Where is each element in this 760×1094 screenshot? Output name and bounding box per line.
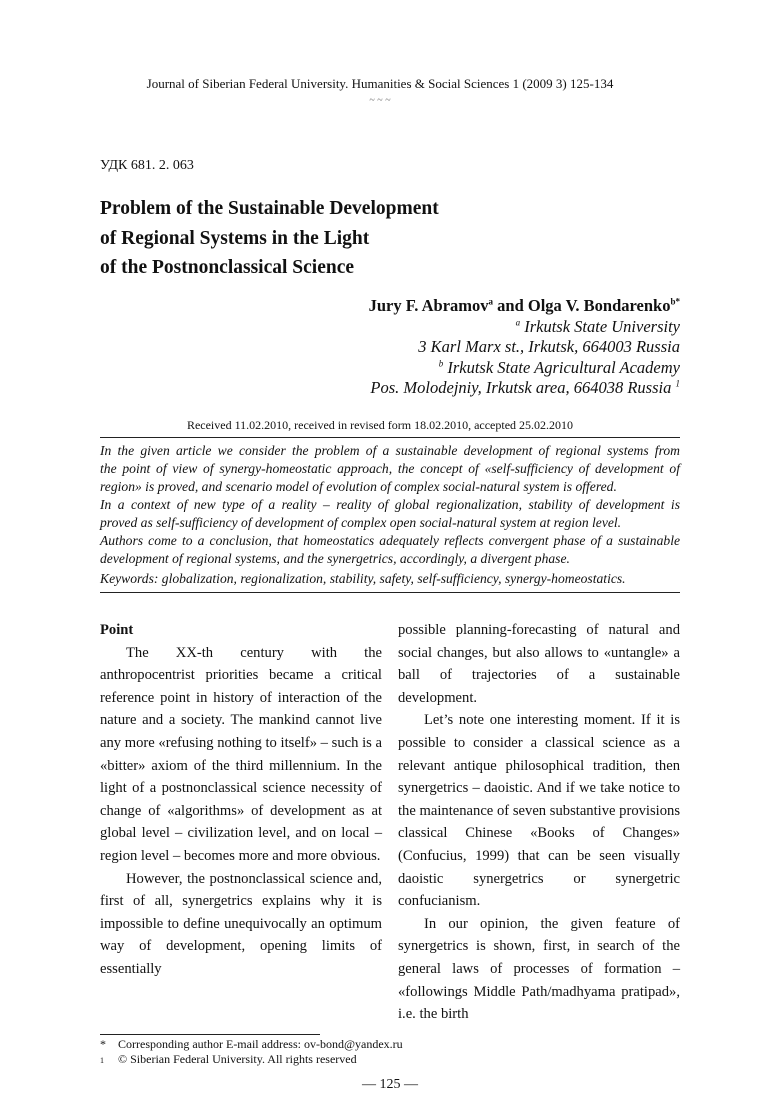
author-2: and Olga V. Bondarenko <box>493 296 671 315</box>
section-heading: Point <box>100 622 134 638</box>
affiliation <box>369 337 680 358</box>
paragraph: However, the postnonclassical science and, first of all, synergetrics explains why it is impossible to define unequivocally an optimum way of development, opening limits of essentially <box>100 870 382 977</box>
paragraph: possible planning-forecasting of natural and social changes, but also allows to «untangle» a ball of trajectories of a sustainable development. <box>398 622 680 706</box>
paragraph: Let’s note one interesting moment. If it is possible to consider a classical science as a relevant antique philosophical tradition, then synergetrics – daoistic. And if we take notice to the maintenance of seven substantive provisions classical Chinese «Books of Changes» (Confucius, 1999) that can be seen visually daoistic synergetrics or synergetric confucianism. <box>398 712 680 910</box>
article-body <box>100 619 680 1094</box>
sup: a <box>515 317 521 327</box>
abstract-line: In the given article we consider the problem of a sustainable development of regional systems from <box>100 443 680 458</box>
title-line: of Regional Systems in the Light <box>100 227 370 249</box>
footnote <box>100 1037 680 1052</box>
abstract <box>100 442 680 568</box>
abstract-line: Authors come to a conclusion, that homeostatics adequately reflects convergent phase of a sustainable <box>100 533 680 548</box>
aff-text: Irkutsk State Agricultural Academy <box>443 357 680 377</box>
affiliation <box>369 378 680 399</box>
article-title <box>100 194 439 283</box>
sup: a <box>488 296 494 307</box>
aff-text: Pos. Molodejniy, Irkutsk area, 664038 Russia <box>370 378 676 397</box>
right-column <box>398 619 680 1026</box>
author-names <box>369 296 680 317</box>
two-columns <box>100 619 680 1026</box>
received-dates: Received 11.02.2010, received in revised form 18.02.2010, accepted 25.02.2010 <box>186 418 574 432</box>
footnote-rule <box>100 1034 320 1035</box>
left-column <box>100 619 382 981</box>
footnote <box>100 1052 680 1068</box>
paragraph: The XX-th century with the anthropocentrist priorities became a critical reference point in history of interaction of the nature and a society. The mankind cannot live any more «refusing nothing to itself» – such is a «bitter» axiom of the third millennium. In the light of a postnonclassical science necessity of change of «algorithms» of development as at global level – civilization level, and on local – region level – becomes more and more obvious. <box>100 644 382 864</box>
sup: b* <box>670 296 680 307</box>
page-number: — 125 — <box>362 1076 418 1092</box>
footnote-mark: * <box>100 1036 106 1051</box>
footnote-text: Corresponding author E-mail address: ov-bond@yandex.ru <box>118 1036 403 1051</box>
author-1: Jury F. Abramov <box>368 296 489 315</box>
rule-top <box>100 437 680 438</box>
affiliation <box>369 317 680 338</box>
affiliation <box>369 358 680 379</box>
authors-block <box>369 296 680 399</box>
footnote-mark: 1 <box>100 1055 104 1065</box>
abstract-line: the point of view of synergy-homeostatic approach, the concept of «self-sufficiency of development of <box>100 461 680 476</box>
sup: 1 <box>675 378 680 389</box>
journal-header: Journal of Siberian Federal University. Humanities & Social Sciences 1 (2009 3) 125-134 <box>146 76 614 91</box>
title-line: of the Postnonclassical Science <box>100 257 355 278</box>
sup: b <box>438 358 444 368</box>
aff-text: 3 Karl Marx st., Irkutsk, 664003 Russia <box>418 337 680 356</box>
abstract-line: In a context of new type of a reality – reality of global regionalization, stability of development is <box>100 497 680 512</box>
abstract-line: development of regional systems, and the synergetrics, accordingly, a divergent phase. <box>100 551 570 566</box>
paragraph: In our opinion, the given feature of synergetrics is shown, first, in search of the general laws of processes of formation – «followings Middle Path/madhyama pratipad», i.e. the birth <box>398 915 680 1023</box>
rule-bottom <box>100 592 680 593</box>
keywords: Keywords: globalization, regionalization, stability, safety, self-sufficiency, synergy-homeostatics. <box>100 571 626 586</box>
abstract-line: region» is proved, and scenario model of evolution of complex social-natural system is offered. <box>100 479 617 494</box>
footnotes <box>100 1034 680 1068</box>
abstract-line: proved as self-sufficiency of development of complex open social-natural system at region level. <box>100 515 622 530</box>
footnote-text: © Siberian Federal University. All rights reserved <box>118 1051 357 1066</box>
aff-text: Irkutsk State University <box>520 316 680 336</box>
header-ornament: ~ ~ ~ <box>369 95 391 106</box>
udk-code: УДК 681. 2. 063 <box>100 158 194 173</box>
title-line: Problem of the Sustainable Development <box>100 198 439 219</box>
